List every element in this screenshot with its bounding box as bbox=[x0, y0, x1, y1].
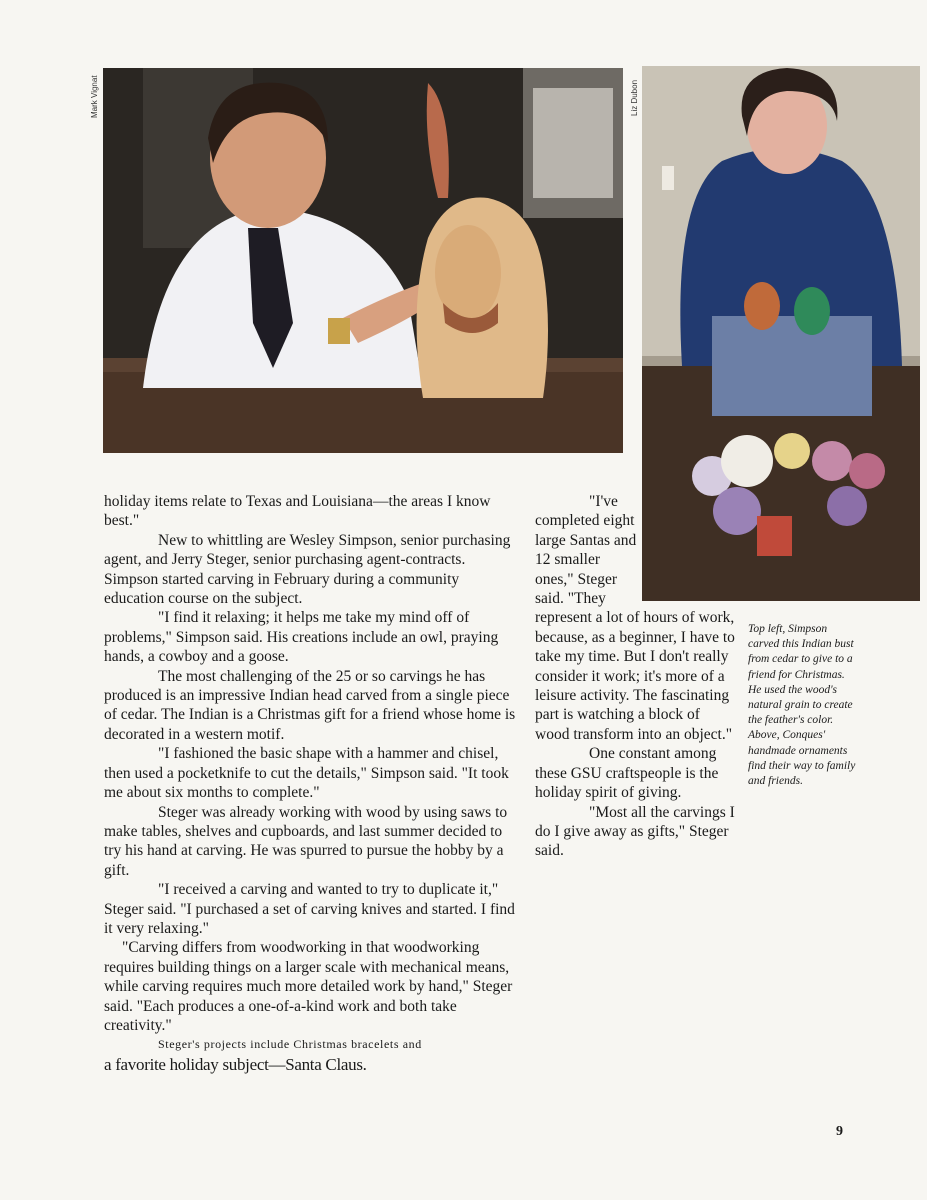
paragraph: "I fashioned the basic shape with a hammer and chisel, then used a pocketknife to cut the details," Simpson said. "It took me about six months to complete." bbox=[104, 745, 509, 802]
photo-caption: Top left, Simpson carved this Indian bust from cedar to give to a friend for Christmas. He used the wood's natural grain to create the feather's color. Above, Conques' handmade ornaments find their way to family and friends. bbox=[748, 623, 856, 788]
paragraph: "Carving differs from woodworking in that woodworking requires building things on a larger scale with mechanical means, while carving requires much more detailed work by hand," Steger said. "Each produces a one-of-a-kind work and both take creativity." bbox=[104, 939, 513, 1034]
paragraph: The most challenging of the 25 or so carvings he has produced is an impressive Indian head carved from a single piece of cedar. The Indian is a Christmas gift for a friend whose home is decorated in a western motif. bbox=[104, 667, 516, 743]
paragraph: One constant among these GSU craftspeople is the holiday spirit of giving. bbox=[535, 745, 719, 802]
photo-man-with-indian-bust bbox=[103, 68, 623, 453]
photo-credit-right: Liz Dubon bbox=[630, 79, 639, 116]
article-main-column bbox=[104, 492, 516, 1074]
paragraph: "Most all the carvings I do I give away as gifts," Steger said. bbox=[535, 803, 735, 860]
paragraph: a favorite holiday subject—Santa Claus. bbox=[104, 1054, 367, 1074]
article-middle-column bbox=[535, 492, 735, 861]
paragraph: Steger was already working with wood by using saws to make tables, shelves and cupboards, and last summer decided to try his hand at carving. He was spurred to pursue the hobby by a gift. bbox=[104, 803, 508, 879]
paragraph: "I've completed eight large Santas and 12 smaller ones," Steger said. "They bbox=[535, 493, 637, 608]
photo-credit-left: Mark Vignat bbox=[90, 75, 99, 118]
paragraph: holiday items relate to Texas and Louisiana—the areas I know best." bbox=[104, 493, 491, 530]
paragraph: Steger's projects include Christmas bracelets and bbox=[158, 1037, 422, 1052]
paragraph: New to whittling are Wesley Simpson, senior purchasing agent, and Jerry Steger, senior purchasing agent-contracts. Simpson started carving in February during a community education course on the subject. bbox=[104, 531, 511, 608]
paragraph: "I find it relaxing; it helps me take my mind off of problems," Simpson said. His creations include an owl, praying hands, a cowboy and a goose. bbox=[104, 609, 499, 666]
paragraph: "I received a carving and wanted to try to duplicate it," Steger said. "I purchased a set of carving knives and started. I find it very relaxing." bbox=[104, 881, 515, 937]
paragraph: represent a lot of hours of work, because, as a beginner, I have to take my time. But I don't really consider it work; it's more of a leisure activity. The fascinating part is watching a block of wood transform into an object." bbox=[535, 609, 735, 743]
page-number: 9 bbox=[836, 1124, 843, 1139]
